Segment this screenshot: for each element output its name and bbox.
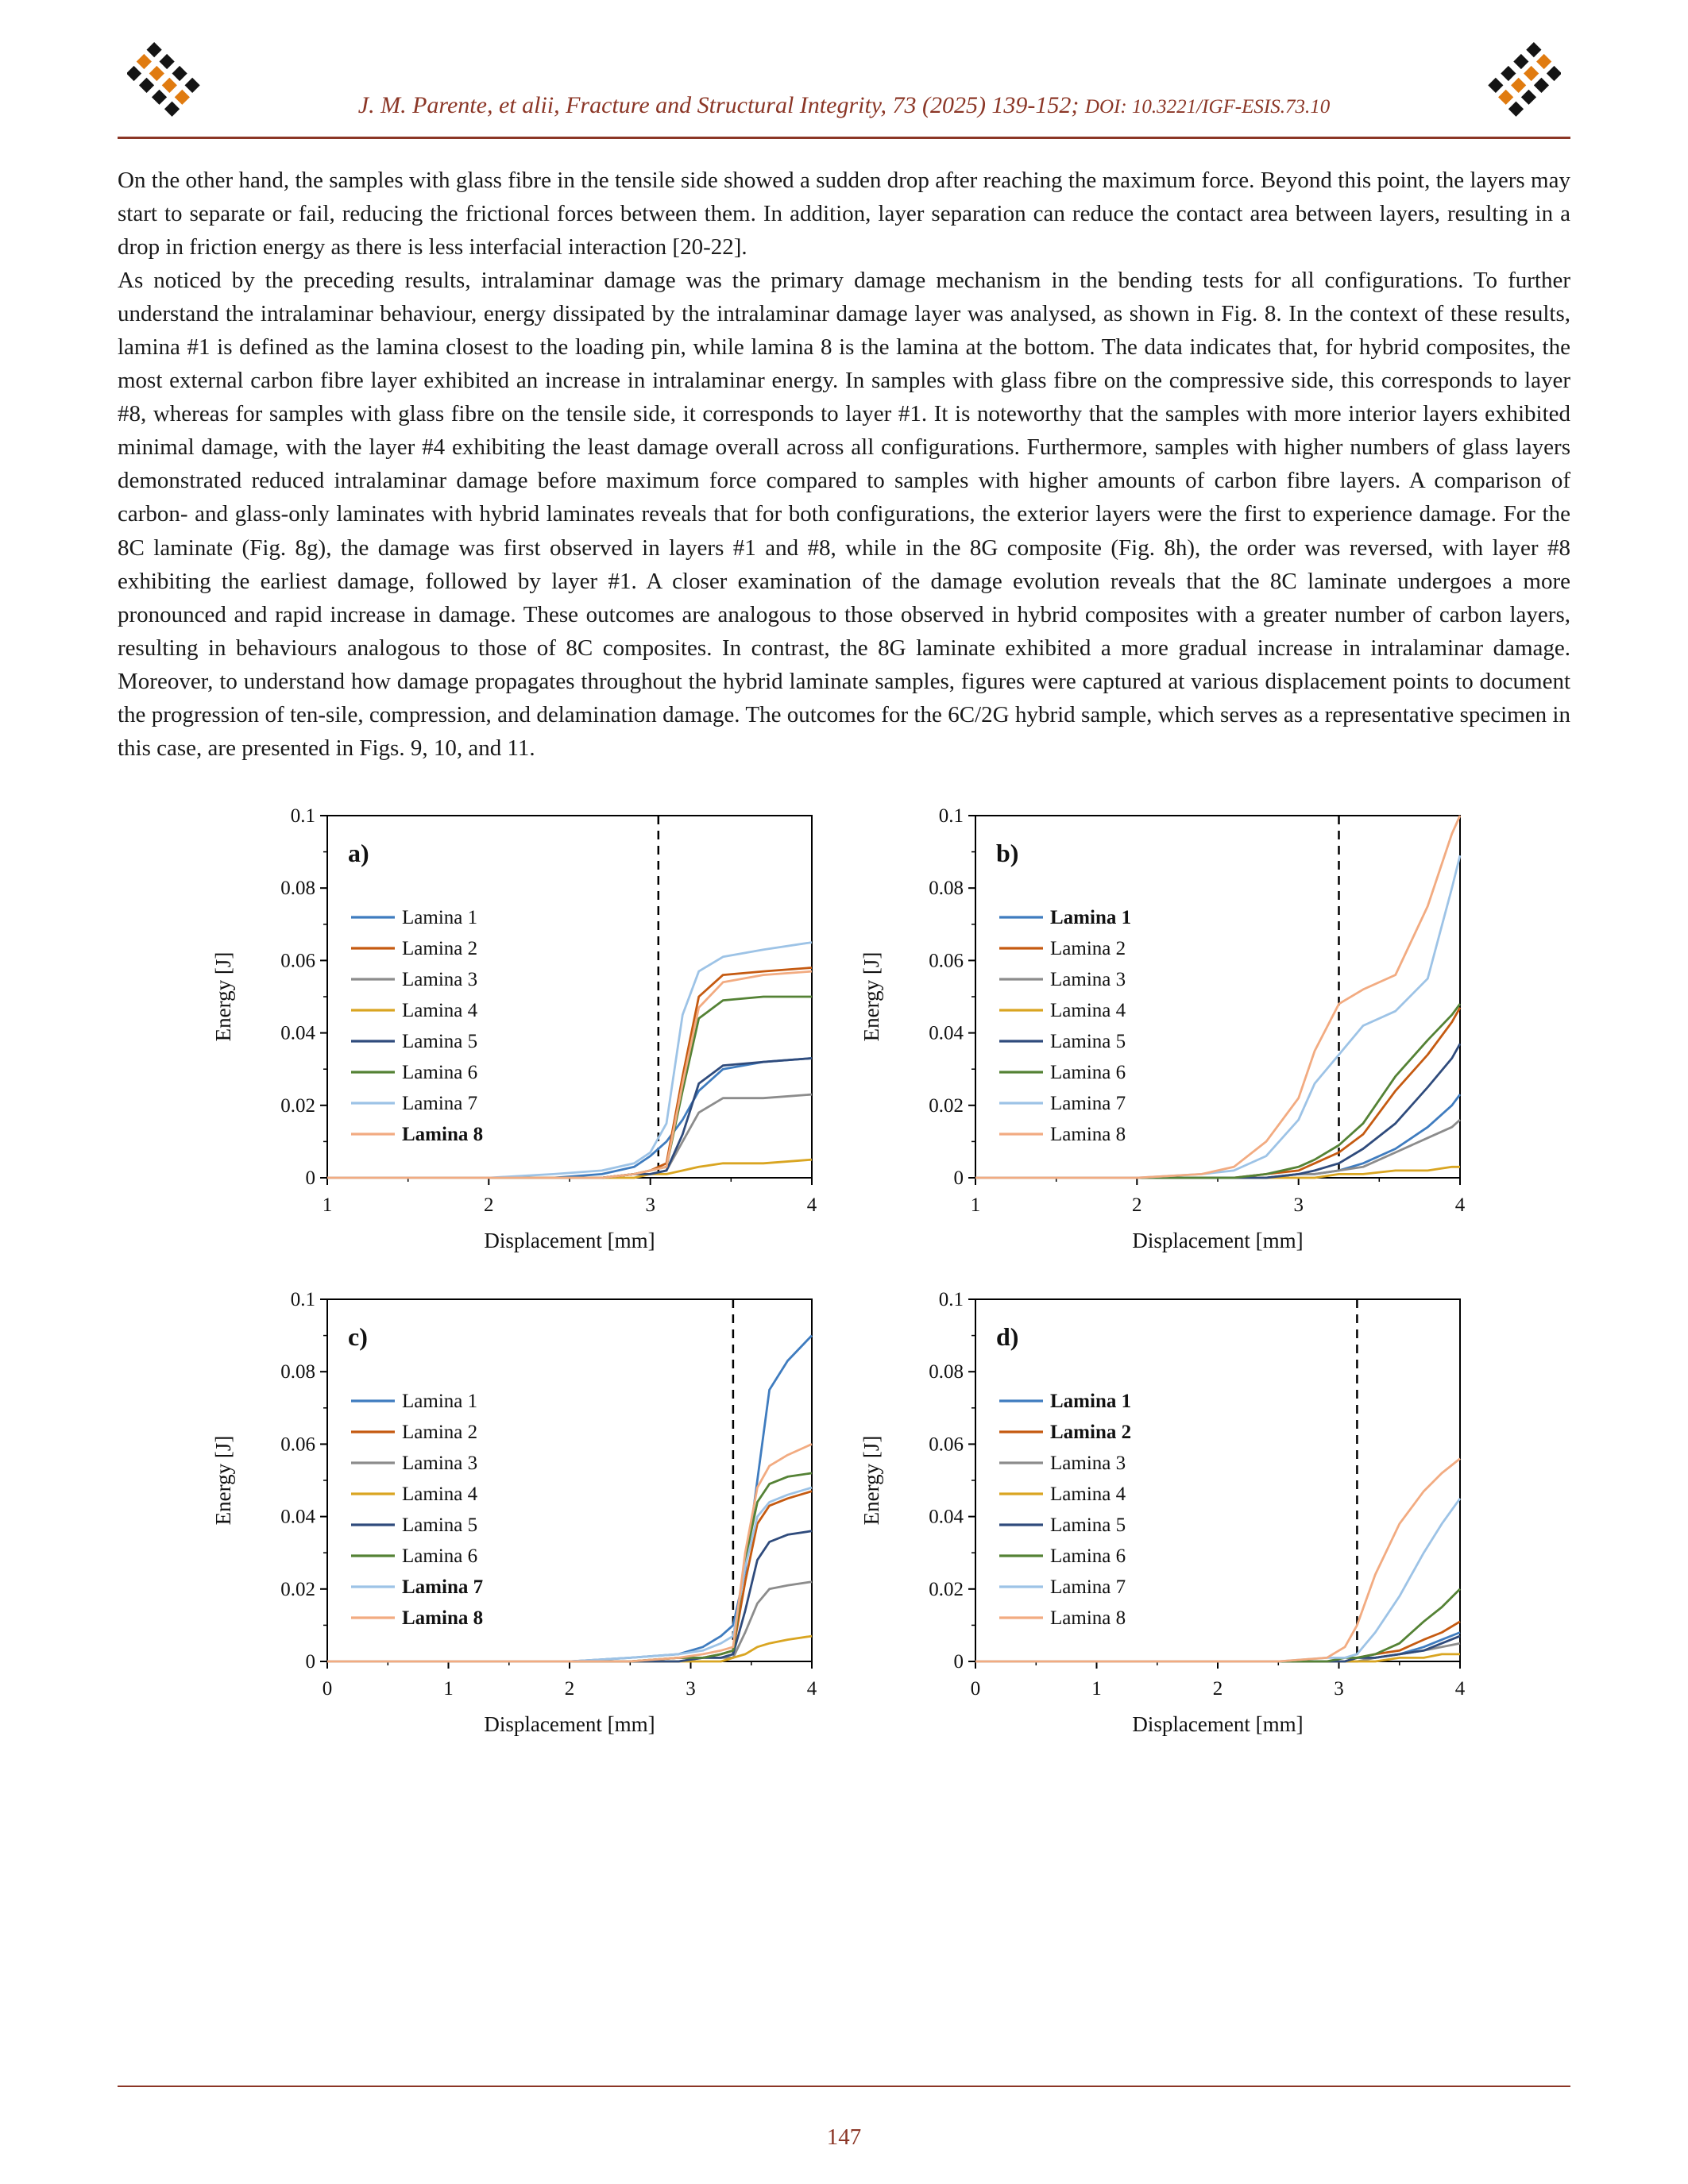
svg-text:Lamina 3: Lamina 3 xyxy=(1049,1452,1126,1474)
svg-text:Lamina 7: Lamina 7 xyxy=(401,1092,477,1114)
svg-text:0.02: 0.02 xyxy=(928,1578,964,1600)
svg-text:3: 3 xyxy=(1333,1677,1344,1700)
svg-text:2: 2 xyxy=(1212,1677,1223,1700)
svg-text:3: 3 xyxy=(1292,1194,1304,1216)
svg-text:1: 1 xyxy=(1091,1677,1102,1700)
svg-text:0.1: 0.1 xyxy=(938,1288,964,1310)
svg-text:0.04: 0.04 xyxy=(928,1022,964,1044)
svg-text:Lamina 1: Lamina 1 xyxy=(1049,1390,1131,1412)
svg-text:4: 4 xyxy=(1454,1194,1465,1216)
svg-text:Lamina 8: Lamina 8 xyxy=(401,1607,483,1629)
svg-text:Lamina 4: Lamina 4 xyxy=(401,1483,477,1505)
doi-text: DOI: 10.3221/IGF-ESIS.73.10 xyxy=(1084,96,1331,118)
chart-panel-d xyxy=(855,1279,1482,1759)
svg-text:4: 4 xyxy=(1454,1677,1465,1700)
svg-text:Displacement [mm]: Displacement [mm] xyxy=(1131,1228,1304,1252)
journal-logo-icon xyxy=(1485,40,1561,121)
svg-text:Lamina 5: Lamina 5 xyxy=(1049,1514,1126,1536)
svg-text:0.02: 0.02 xyxy=(928,1094,964,1117)
svg-text:Lamina 6: Lamina 6 xyxy=(401,1061,477,1083)
energy-displacement-chart xyxy=(207,1279,834,1759)
svg-text:0: 0 xyxy=(305,1650,315,1673)
svg-text:Displacement [mm]: Displacement [mm] xyxy=(483,1711,655,1736)
footer-divider xyxy=(118,2086,1570,2087)
svg-text:3: 3 xyxy=(644,1194,655,1216)
svg-text:Lamina 6: Lamina 6 xyxy=(1049,1545,1126,1567)
svg-text:0.08: 0.08 xyxy=(928,878,964,900)
svg-text:Lamina 7: Lamina 7 xyxy=(401,1576,483,1598)
svg-text:Lamina 1: Lamina 1 xyxy=(401,906,477,928)
page-number: 147 xyxy=(826,2124,862,2150)
svg-text:4: 4 xyxy=(806,1194,817,1216)
svg-text:Lamina 1: Lamina 1 xyxy=(1049,906,1131,928)
svg-text:Lamina 3: Lamina 3 xyxy=(401,968,477,990)
svg-text:2: 2 xyxy=(1131,1194,1142,1216)
svg-text:0.1: 0.1 xyxy=(290,1288,315,1310)
svg-text:Displacement [mm]: Displacement [mm] xyxy=(483,1228,655,1252)
article-body xyxy=(0,143,1688,765)
svg-text:Lamina 4: Lamina 4 xyxy=(401,999,477,1021)
svg-text:Energy [J]: Energy [J] xyxy=(859,951,883,1042)
svg-text:Lamina 2: Lamina 2 xyxy=(1049,1421,1131,1443)
header-divider xyxy=(118,137,1570,139)
svg-text:4: 4 xyxy=(806,1677,817,1700)
svg-text:Displacement [mm]: Displacement [mm] xyxy=(1131,1711,1304,1736)
svg-text:Lamina 7: Lamina 7 xyxy=(1049,1092,1126,1114)
svg-text:Energy [J]: Energy [J] xyxy=(211,1435,235,1526)
svg-text:0.08: 0.08 xyxy=(928,1361,964,1383)
svg-text:Lamina 4: Lamina 4 xyxy=(1049,1483,1126,1505)
svg-text:Lamina 5: Lamina 5 xyxy=(401,1030,477,1052)
paragraph: On the other hand, the samples with glass fibre in the tensile side showed a sudden drop after reaching the maximum force. Beyond this point, the layers may start to separate or fail, reducing the frictional forces between them. In addition, layer separation can reduce the contact area between layers, resulting in a drop in friction energy as there is less interfacial interaction [20-22]. xyxy=(118,168,1570,260)
svg-text:c): c) xyxy=(347,1322,368,1351)
svg-text:Lamina 8: Lamina 8 xyxy=(1049,1123,1126,1145)
svg-text:Lamina 2: Lamina 2 xyxy=(401,1421,477,1443)
page-header xyxy=(0,0,1688,143)
svg-text:0.08: 0.08 xyxy=(280,878,315,900)
svg-text:Lamina 3: Lamina 3 xyxy=(1049,968,1126,990)
svg-text:0.1: 0.1 xyxy=(938,805,964,827)
svg-text:Lamina 2: Lamina 2 xyxy=(1049,937,1126,959)
svg-text:0.06: 0.06 xyxy=(280,950,315,972)
svg-text:3: 3 xyxy=(685,1677,696,1700)
svg-text:Lamina 3: Lamina 3 xyxy=(401,1452,477,1474)
svg-text:1: 1 xyxy=(442,1677,454,1700)
svg-text:Lamina 8: Lamina 8 xyxy=(401,1123,483,1145)
svg-text:2: 2 xyxy=(483,1194,494,1216)
svg-text:0.1: 0.1 xyxy=(290,805,315,827)
svg-text:a): a) xyxy=(347,838,369,867)
svg-text:Lamina 6: Lamina 6 xyxy=(1049,1061,1126,1083)
svg-text:2: 2 xyxy=(564,1677,574,1700)
svg-text:Lamina 4: Lamina 4 xyxy=(1049,999,1126,1021)
svg-text:Lamina 1: Lamina 1 xyxy=(401,1390,477,1412)
svg-text:0.06: 0.06 xyxy=(280,1433,315,1456)
svg-text:0: 0 xyxy=(322,1677,332,1700)
figure-8-panel-grid xyxy=(0,795,1688,1759)
svg-text:0.02: 0.02 xyxy=(280,1094,315,1117)
chart-panel-a xyxy=(207,795,834,1275)
svg-text:0: 0 xyxy=(953,1650,964,1673)
svg-text:0.02: 0.02 xyxy=(280,1578,315,1600)
energy-displacement-chart xyxy=(855,795,1482,1275)
svg-text:1: 1 xyxy=(322,1194,332,1216)
svg-text:0.06: 0.06 xyxy=(928,1433,964,1456)
svg-text:0: 0 xyxy=(953,1167,964,1189)
chart-panel-b xyxy=(855,795,1482,1275)
svg-text:d): d) xyxy=(995,1322,1018,1351)
svg-text:Lamina 2: Lamina 2 xyxy=(401,937,477,959)
svg-text:0.06: 0.06 xyxy=(928,950,964,972)
svg-text:Lamina 7: Lamina 7 xyxy=(1049,1576,1126,1598)
svg-text:1: 1 xyxy=(970,1194,980,1216)
svg-text:0: 0 xyxy=(305,1167,315,1189)
energy-displacement-chart xyxy=(855,1279,1482,1759)
paragraph: As noticed by the preceding results, intralaminar damage was the primary damage mechanism in the bending tests for all configurations. To further understand the intralaminar behaviour, energy dissipated by the intralaminar damage layer was analysed, as shown in Fig. 8. In the context of these results, lamina #1 is defined as the lamina closest to the loading pin, while lamina 8 is the lamina at the bottom. The data indicates that, for hybrid composites, the most external carbon fibre layer exhibited an increase in intralaminar energy. In samples with glass fibre on the compressive side, this corresponds to layer #8, whereas for samples with glass fibre on the tensile side, it corresponds to layer #1. It is noteworthy that the samples with more interior layers exhibited minimal damage, with the layer #4 exhibiting the least damage overall across all configurations. Furthermore, samples with higher numbers of glass layers demonstrated reduced intralaminar damage before maximum force compared to samples with higher amounts of carbon fibre layers. A comparison of carbon- and glass-only laminates with hybrid laminates reveals that for both configurations, the exterior layers were the first to experience damage. For the 8C laminate (Fig. 8g), the damage was first observed in layers #1 and #8, while in the 8G composite (Fig. 8h), the order was reversed, with layer #8 exhibiting the earliest damage, followed by layer #1. A closer examination of the damage evolution reveals that the 8C laminate undergoes a more pronounced and rapid increase in damage. These outcomes are analogous to those observed in hybrid composites with a greater number of carbon layers, resulting in behaviours analogous to those of 8C composites. In contrast, the 8G laminate exhibited a more gradual increase in intralaminar damage. Moreover, to understand how damage propagates throughout the hybrid laminate samples, figures were captured at various displacement points to document the progression of ten-sile, compression, and delamination damage. The outcomes for the 6C/2G hybrid sample, which serves as a representative specimen in this case, are presented in Figs. 9, 10, and 11. xyxy=(118,268,1570,761)
running-head-citation xyxy=(0,92,1688,119)
svg-text:0.04: 0.04 xyxy=(280,1022,315,1044)
svg-text:0.08: 0.08 xyxy=(280,1361,315,1383)
svg-text:Lamina 8: Lamina 8 xyxy=(1049,1607,1126,1629)
svg-text:0: 0 xyxy=(970,1677,980,1700)
svg-text:0.04: 0.04 xyxy=(928,1506,964,1528)
chart-panel-c xyxy=(207,1279,834,1759)
svg-text:Lamina 6: Lamina 6 xyxy=(401,1545,477,1567)
energy-displacement-chart xyxy=(207,795,834,1275)
svg-text:Lamina 5: Lamina 5 xyxy=(1049,1030,1126,1052)
svg-text:Lamina 5: Lamina 5 xyxy=(401,1514,477,1536)
svg-text:Energy [J]: Energy [J] xyxy=(859,1435,883,1526)
svg-text:b): b) xyxy=(995,838,1018,867)
citation-text: J. M. Parente, et alii, Fracture and Structural Integrity, 73 (2025) 139-152; xyxy=(357,92,1085,118)
svg-text:Energy [J]: Energy [J] xyxy=(211,951,235,1042)
svg-text:0.04: 0.04 xyxy=(280,1506,315,1528)
